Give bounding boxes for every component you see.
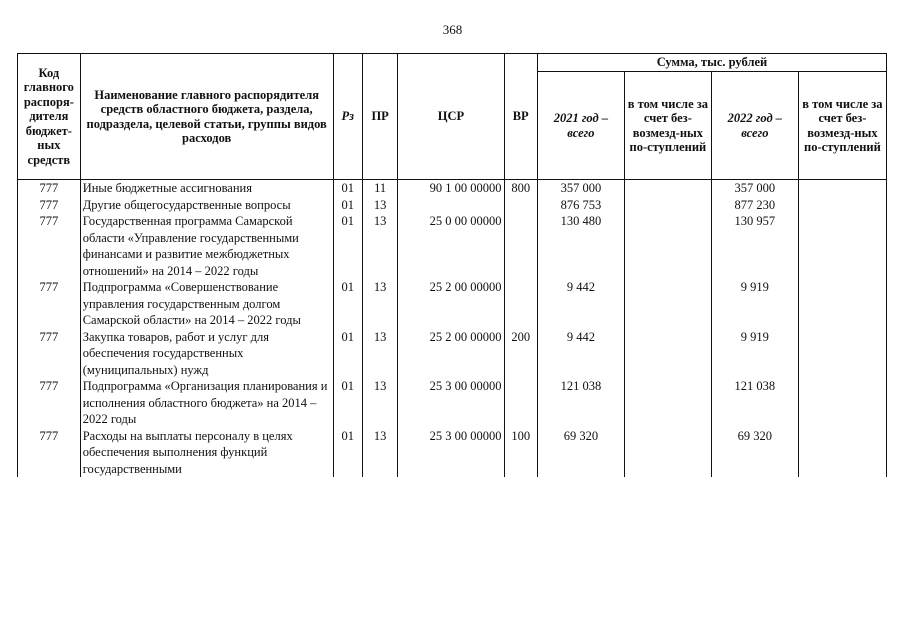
cell-name: Подпрограмма «Организация планирования и исполнения областного бюджета» на 2014 – 2022 годы [80, 378, 333, 428]
cell-csr: 25 2 00 00000 [398, 329, 504, 379]
cell-code: 777 [18, 329, 81, 379]
cell-csr: 25 0 00 00000 [398, 213, 504, 279]
table-row [18, 197, 887, 214]
header-pr: ПР [362, 54, 397, 180]
cell-rz: 01 [333, 428, 362, 478]
cell-csr: 90 1 00 00000 [398, 180, 504, 197]
page-number: 368 [442, 22, 463, 37]
cell-2022-total: 9 919 [711, 279, 798, 329]
header-vr: ВР [504, 54, 537, 180]
cell-pr: 13 [362, 428, 397, 478]
cell-name: Иные бюджетные ассигнования [80, 180, 333, 197]
cell-rz: 01 [333, 197, 362, 214]
cell-2022-gratuitous [798, 279, 886, 329]
cell-2022-gratuitous [798, 197, 886, 214]
cell-name: Государственная программа Самарской области «Управление государственными финансами и развитие межбюджетных отношений» на 2014 – 2022 годы [80, 213, 333, 279]
cell-rz: 01 [333, 180, 362, 197]
cell-rz: 01 [333, 213, 362, 279]
cell-2022-gratuitous [798, 180, 886, 197]
cell-2021-total: 876 753 [537, 197, 624, 214]
cell-rz: 01 [333, 378, 362, 428]
cell-pr: 13 [362, 329, 397, 379]
cell-2021-gratuitous [624, 428, 711, 478]
cell-2021-total: 9 442 [537, 329, 624, 379]
cell-csr: 25 3 00 00000 [398, 378, 504, 428]
cell-pr: 13 [362, 279, 397, 329]
cell-2022-total: 357 000 [711, 180, 798, 197]
cell-2021-total: 69 320 [537, 428, 624, 478]
cell-2021-total: 121 038 [537, 378, 624, 428]
budget-table [17, 53, 887, 477]
cell-2021-total: 9 442 [537, 279, 624, 329]
cell-code: 777 [18, 428, 81, 478]
cell-pr: 13 [362, 197, 397, 214]
cell-csr: 25 3 00 00000 [398, 428, 504, 478]
cell-2021-gratuitous [624, 197, 711, 214]
cell-pr: 11 [362, 180, 397, 197]
table-row [18, 213, 887, 279]
cell-name: Расходы на выплаты персоналу в целях обеспечения выполнения функций государственными [80, 428, 333, 478]
cell-code: 777 [18, 180, 81, 197]
cell-csr [398, 197, 504, 214]
header-csr: ЦСР [398, 54, 504, 180]
table-row [18, 378, 887, 428]
cell-code: 777 [18, 279, 81, 329]
table-row [18, 279, 887, 329]
header-name: Наименование главного распорядителя средств областного бюджета, раздела, подраздела, целевой статьи, группы видов расходов [80, 54, 333, 180]
cell-code: 777 [18, 378, 81, 428]
cell-2021-gratuitous [624, 329, 711, 379]
cell-name: Другие общегосударственные вопросы [80, 197, 333, 214]
cell-vr [504, 197, 537, 214]
cell-2022-gratuitous [798, 378, 886, 428]
cell-csr: 25 2 00 00000 [398, 279, 504, 329]
cell-2022-total: 121 038 [711, 378, 798, 428]
cell-2022-total: 877 230 [711, 197, 798, 214]
cell-2021-gratuitous [624, 378, 711, 428]
cell-2022-total: 9 919 [711, 329, 798, 379]
header-2021-gratuitous: в том числе за счет без-возмезд-ных по-ступлений [624, 72, 711, 180]
header-rz: Рз [333, 54, 362, 180]
table-row [18, 329, 887, 379]
header-code: Код главного распоря-дителя бюджет-ных средств [18, 54, 81, 180]
cell-2022-total: 130 957 [711, 213, 798, 279]
cell-2021-gratuitous [624, 213, 711, 279]
cell-2022-gratuitous [798, 329, 886, 379]
table-row [18, 428, 887, 478]
cell-vr: 100 [504, 428, 537, 478]
header-2021-total: 2021 год – всего [537, 72, 624, 180]
cell-2021-gratuitous [624, 180, 711, 197]
cell-name: Закупка товаров, работ и услуг для обеспечения государственных (муниципальных) нужд [80, 329, 333, 379]
cell-code: 777 [18, 213, 81, 279]
header-sum-group: Сумма, тыс. рублей [537, 54, 886, 72]
cell-2021-total: 130 480 [537, 213, 624, 279]
header-2022-total: 2022 год – всего [711, 72, 798, 180]
cell-vr [504, 378, 537, 428]
cell-name: Подпрограмма «Совершенствование управления государственным долгом Самарской области» на 2014 – 2022 годы [80, 279, 333, 329]
cell-2021-gratuitous [624, 279, 711, 329]
cell-vr [504, 279, 537, 329]
cell-2022-gratuitous [798, 428, 886, 478]
cell-2021-total: 357 000 [537, 180, 624, 197]
cell-code: 777 [18, 197, 81, 214]
cell-rz: 01 [333, 329, 362, 379]
cell-pr: 13 [362, 378, 397, 428]
cell-2022-total: 69 320 [711, 428, 798, 478]
cell-pr: 13 [362, 213, 397, 279]
table-row [18, 180, 887, 197]
cell-rz: 01 [333, 279, 362, 329]
cell-vr [504, 213, 537, 279]
cell-vr: 200 [504, 329, 537, 379]
cell-vr: 800 [504, 180, 537, 197]
header-2022-gratuitous: в том числе за счет без-возмезд-ных по-ступлений [798, 72, 886, 180]
cell-2022-gratuitous [798, 213, 886, 279]
